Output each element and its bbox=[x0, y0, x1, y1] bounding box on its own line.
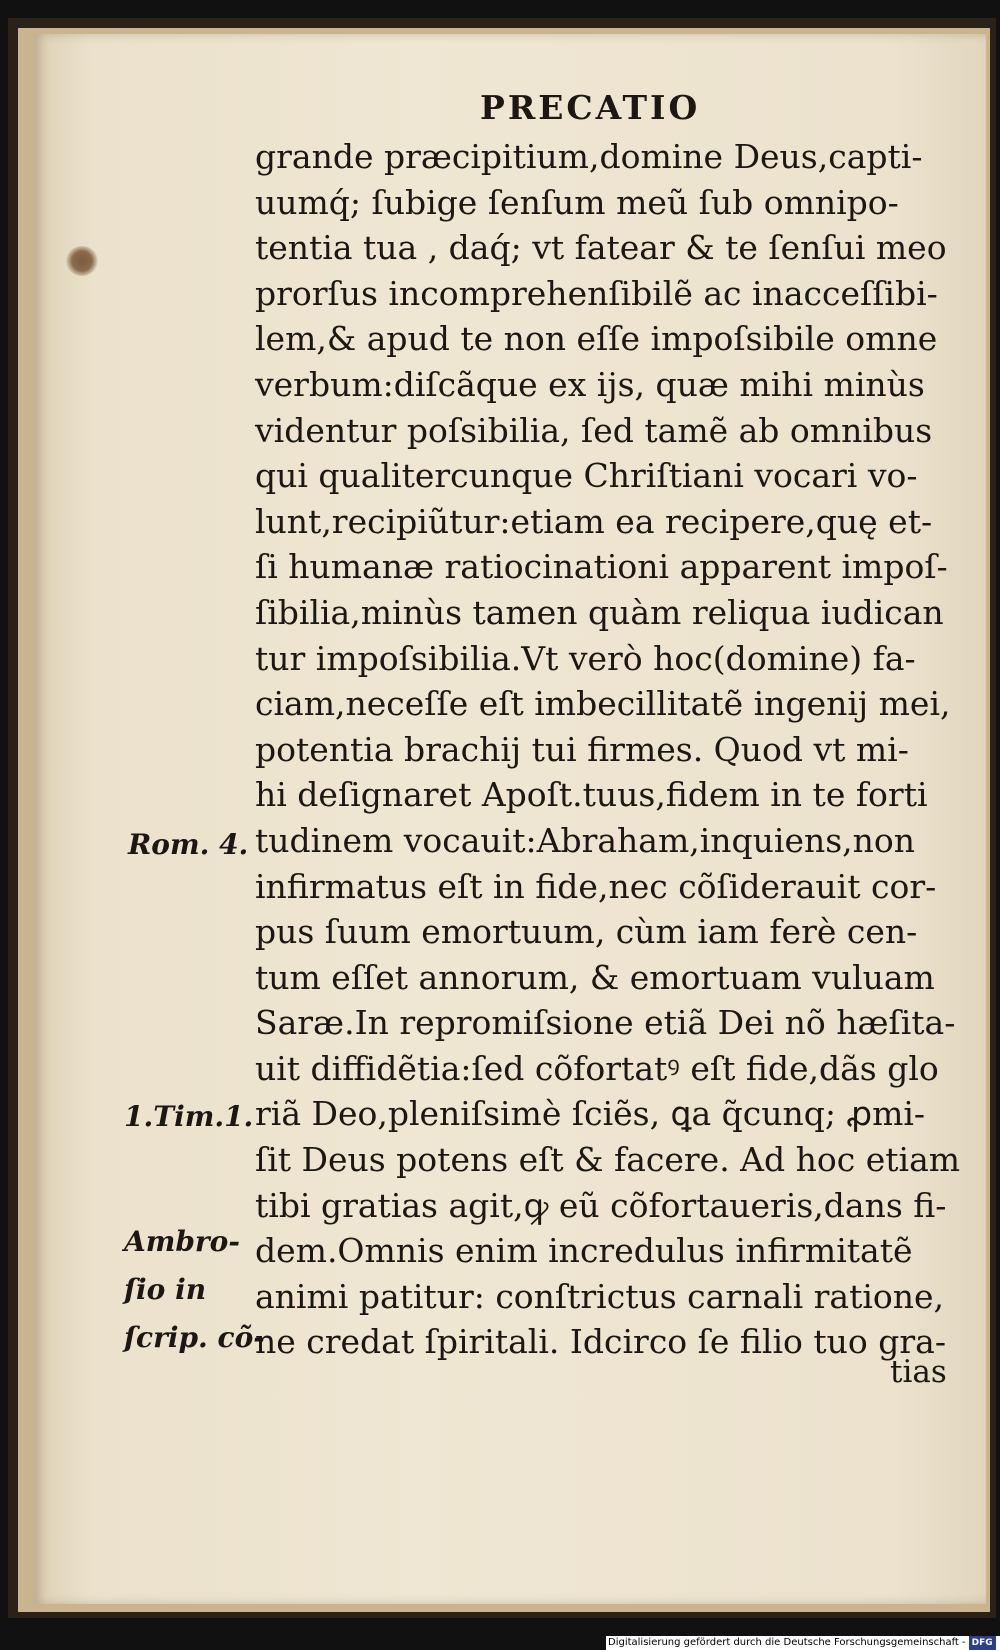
margin-note-romans: Rom. 4. bbox=[128, 828, 249, 861]
margin-note-line: Ambro- bbox=[124, 1225, 240, 1258]
margin-note-line: ſcrip. cõ- bbox=[124, 1321, 265, 1354]
text-line: uumq́; ſubige ſenſum meũ ſub omnipo- bbox=[255, 182, 899, 222]
text-line: lem,& apud te non eſſe impoſsibile omne bbox=[255, 319, 938, 359]
credit-text: Digitalisierung gefördert durch die Deutsche Forschungsgemeinschaft - bbox=[608, 1637, 966, 1648]
text-line: ſit Deus potens eſt & facere. Ad hoc etiam bbox=[255, 1140, 961, 1180]
text-line: tum eſſet annorum, & emortuam vuluam bbox=[255, 957, 935, 997]
text-line: uit diffidẽtia:ſed cõfortatꝰ eſt fide,dãs glo bbox=[255, 1048, 939, 1088]
catchword: tias bbox=[890, 1354, 947, 1390]
text-line: tur impoſsibilia.Vt verò hoc(domine) fa- bbox=[255, 638, 916, 678]
text-line: tudinem vocauit:Abraham,inquiens,non bbox=[255, 820, 916, 860]
text-line: verbum:diſcãque ex ijs, quæ mihi minùs bbox=[255, 364, 925, 404]
digitization-credit bbox=[608, 1636, 996, 1650]
text-line: Saræ.In repromiſsione etiã Dei nõ hæſita- bbox=[255, 1003, 956, 1043]
margin-note-line: ſio in bbox=[124, 1273, 207, 1306]
text-line: videntur poſsibilia, ſed tamẽ ab omnibus bbox=[255, 410, 933, 450]
running-header: PRECATIO bbox=[480, 88, 701, 127]
text-line: ciam,neceſſe eſt imbecillitatẽ ingenij mei, bbox=[255, 684, 951, 724]
dfg-logo: DFG bbox=[969, 1636, 996, 1650]
text-line: ſi humanæ ratiocinationi apparent impoſ- bbox=[255, 547, 948, 587]
paper-stain bbox=[66, 246, 98, 276]
text-line: animi patitur: conſtrictus carnali ratione, bbox=[255, 1276, 945, 1316]
text-line: prorſus incomprehenſibilẽ ac inacceſſibi- bbox=[255, 273, 938, 313]
text-line: dem.Omnis enim incredulus infirmitatẽ bbox=[255, 1231, 913, 1271]
text-line: tentia tua , daq́; vt fatear & te ſenſui meo bbox=[255, 228, 947, 268]
margin-note-ambrose bbox=[124, 1218, 265, 1362]
text-line: qui qualitercunque Chriſtiani vocari vo- bbox=[255, 456, 918, 496]
text-line: hi deſignaret Apoſt.tuus,fidem in te forti bbox=[255, 775, 928, 815]
text-line: tibi gratias agit,ꝙ eũ cõfortaueris,dans fi- bbox=[255, 1185, 947, 1225]
body-text bbox=[255, 134, 961, 1365]
margin-note-timothy: 1.Tim.1. bbox=[124, 1100, 254, 1133]
text-line: riã Deo,pleniſsimè ſciẽs, ꝗa q̃cunq; ꝓmi- bbox=[255, 1094, 926, 1134]
text-line: ſibilia,minùs tamen quàm reliqua iudican bbox=[255, 592, 944, 632]
text-line: potentia brachij tui firmes. Quod vt mi- bbox=[255, 729, 909, 769]
text-line: ne credat ſpiritali. Idcirco ſe filio tuo gra- bbox=[255, 1322, 946, 1362]
text-line: lunt,recipiũtur:etiam ea recipere,quę et- bbox=[255, 501, 933, 541]
text-line: pus ſuum emortuum, cùm iam ferè cen- bbox=[255, 912, 918, 952]
text-line: infirmatus eſt in fide,nec cõſiderauit cor- bbox=[255, 866, 937, 906]
text-line: grande præcipitium,domine Deus,capti- bbox=[255, 137, 923, 176]
